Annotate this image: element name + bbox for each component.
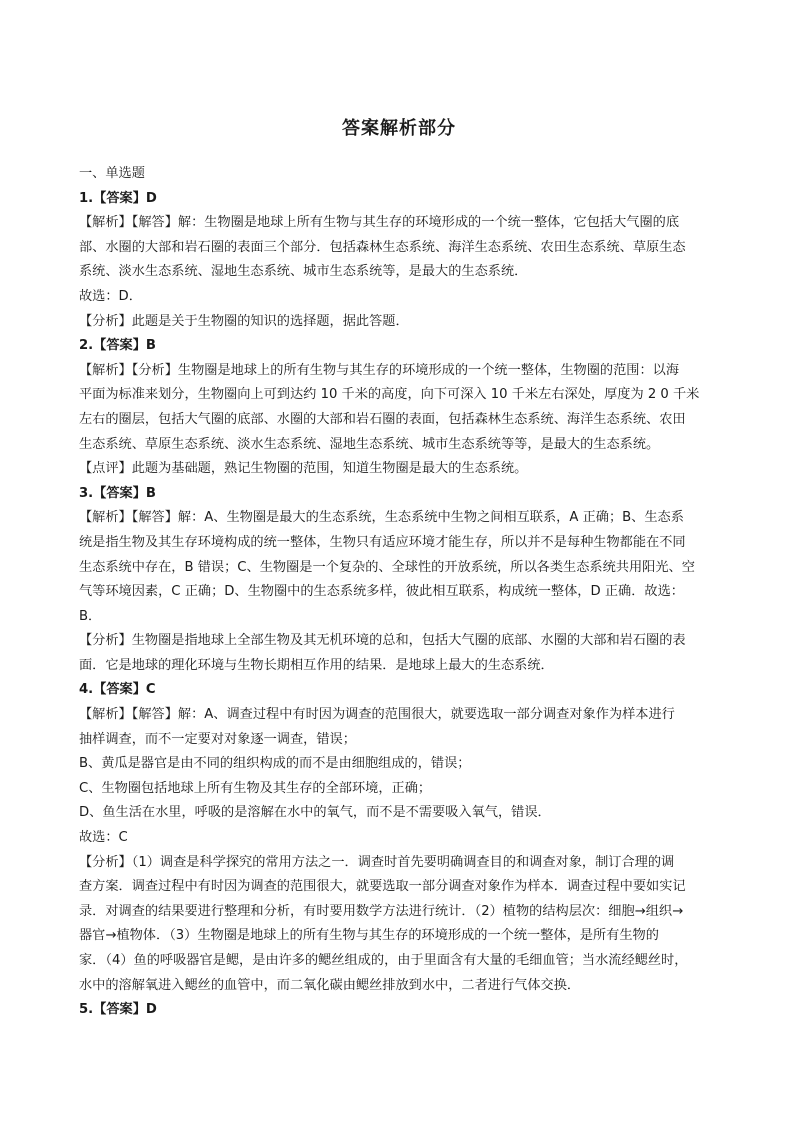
analysis-line: 生态系统、草原生态系统、淡水生态系统、湿地生态系统、城市生态系统等等，是最大的生态系统。 [79, 436, 660, 452]
analysis-line: 面．它是地球的理化环境与生物长期相互作用的结果．是地球上最大的生态系统． [79, 657, 554, 673]
analysis-line: 【分析】此题是关于生物圈的知识的选择题，据此答题． [79, 313, 409, 329]
analysis-line: 抽样调查，而不一定要对对象逐一调查，错误； [79, 731, 356, 747]
answer-content [79, 162, 719, 1023]
analysis-line: 部、水圈的大部和岩石圈的表面三个部分．包括森林生态系统、海洋生态系统、农田生态系统、草原生态 [79, 239, 686, 255]
analysis-line: 故选：D． [79, 288, 142, 304]
section-heading: 一、单选题 [79, 166, 145, 181]
analysis-line: C、生物圈包括地球上所有生物及其生存的全部环境，正确； [79, 780, 432, 796]
analysis-line: 生态系统中存在，B 错误；C、生物圈是一个复杂的、全球性的开放系统，所以各类生态系统共用阳光、空 [79, 559, 695, 575]
answer-line-5: 5.【答案】D [79, 1002, 157, 1018]
analysis-line: D、鱼生活在水里，呼吸的是溶解在水中的氧气，而不是不需要吸入氧气，错误． [79, 805, 551, 821]
analysis-line: 故选：C [79, 830, 128, 846]
analysis-line: 【解析】【解答】解：A、调查过程中有时因为调查的范围很大，就要选取一部分调查对象作为样本进行 [79, 707, 675, 723]
page-title: 答案解析部分 [342, 118, 456, 139]
analysis-line: 录．对调查的结果要进行整理和分析，有时要用数学方法进行统计．（2）植物的结构层次：细胞→组织→ [79, 903, 684, 919]
analysis-line: 左右的圈层，包括大气圈的底部、水圈的大部和岩石圈的表面，包括森林生态系统、海洋生态系统、农田 [79, 411, 686, 427]
analysis-line: 统是指生物及其生存环境构成的统一整体，生物只有适应环境才能生存，所以并不是每种生物都能在不同 [79, 534, 686, 550]
analysis-line: B、黄瓜是器官是由不同的组织构成的而不是由细胞组成的，错误； [79, 756, 471, 772]
answer-line-2: 2.【答案】B [79, 338, 156, 354]
answer-line-3: 3.【答案】B [79, 485, 156, 501]
analysis-line: 【解析】【解答】解：A、生物圈是最大的生态系统，生态系统中生物之间相互联系，A 正确；B、生态系 [79, 510, 684, 526]
analysis-line: B． [79, 608, 102, 624]
analysis-line: 【分析】（1）调查是科学探究的常用方法之一．调查时首先要明确调查目的和调查对象，制订合理的调 [79, 854, 675, 870]
analysis-line: 【解析】【分析】生物圈是地球上的所有生物与其生存的环境形成的一个统一整体，生物圈的范围：以海 [79, 362, 680, 378]
analysis-line: 查方案．调查过程中有时因为调查的范围很大，就要选取一部分调查对象作为样本．调查过程中要如实记 [79, 879, 686, 895]
answer-line-1: 1.【答案】D [79, 190, 157, 206]
analysis-line: 家．（4）鱼的呼吸器官是鳃，是由许多的鳃丝组成的，由于里面含有大量的毛细血管；当水流经鳃丝时， [79, 953, 688, 968]
analysis-line: 【解析】【解答】解：生物圈是地球上所有生物与其生存的环境形成的一个统一整体，它包括大气圈的底 [79, 215, 680, 231]
answer-line-4: 4.【答案】C [79, 682, 156, 698]
analysis-line: 【点评】此题为基础题，熟记生物圈的范围，知道生物圈是最大的生态系统。 [79, 461, 528, 477]
analysis-line: 水中的溶解氧进入鳃丝的血管中，而二氧化碳由鳃丝排放到水中，二者进行气体交换． [79, 977, 581, 993]
analysis-line: 【分析】生物圈是指地球上全部生物及其无机环境的总和，包括大气圈的底部、水圈的大部和岩石圈的表 [79, 633, 686, 649]
analysis-line: 器官→植物体．（3）生物圈是地球上的所有生物与其生存的环境形成的一个统一整体，是所有生物的 [79, 928, 659, 944]
analysis-line: 气等环境因素，C 正确；D、生物圈中的生态系统多样，彼此相互联系，构成统一整体，D 正确．故选： [79, 584, 684, 600]
analysis-line: 平面为标准来划分，生物圈向上可到达约 10 千米的高度，向下可深入 10 千米左右深处，厚度为 2 0 千米 [79, 387, 700, 403]
analysis-line: 系统、淡水生态系统、湿地生态系统、城市生态系统等，是最大的生态系统． [79, 264, 528, 280]
